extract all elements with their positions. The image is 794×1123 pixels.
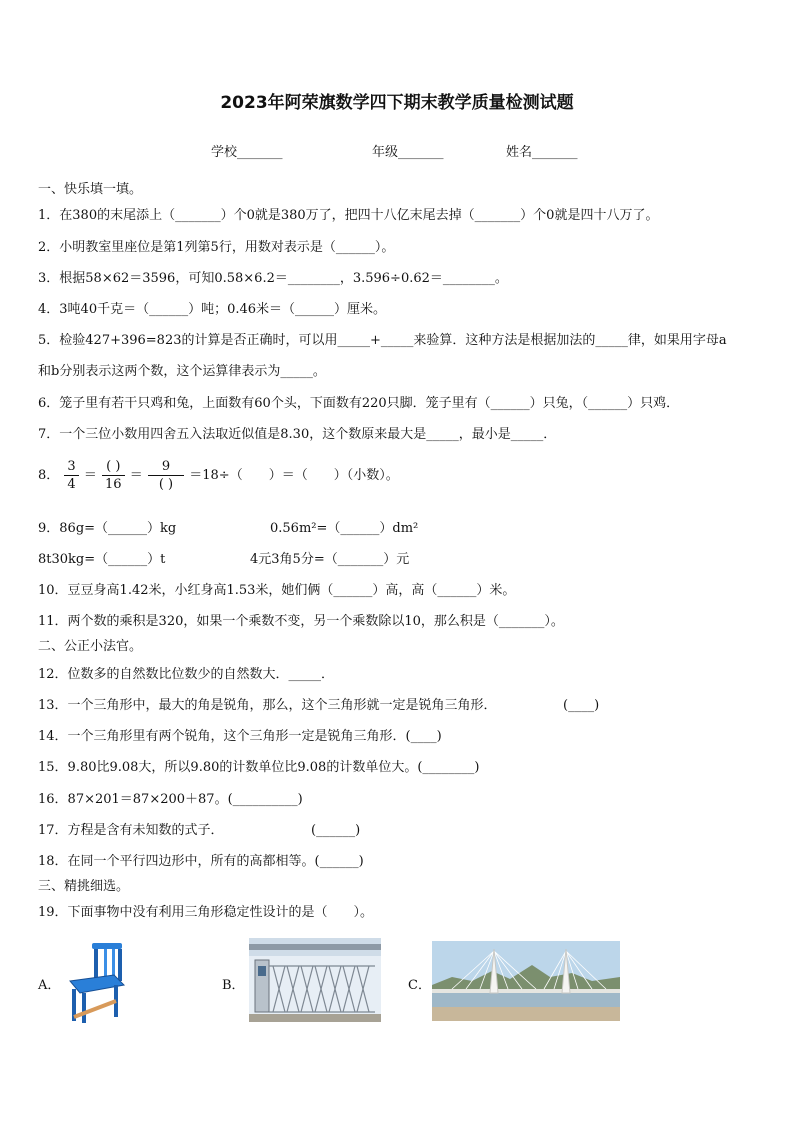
cable-bridge-image xyxy=(432,941,620,1021)
question-12: 12．位数多的自然数比位数少的自然数大．_____． xyxy=(38,667,335,682)
question-8 xyxy=(38,458,399,493)
question-16: 16．87×201＝87×200＋87。(__________) xyxy=(38,792,303,807)
question-18: 18．在同一个平行四边形中，所有的高都相等。(______) xyxy=(38,854,364,869)
chair-image xyxy=(62,941,132,1025)
grade-field: 年级_______ xyxy=(372,145,444,160)
chair-backrest-top xyxy=(92,943,122,949)
name-field: 姓名_______ xyxy=(506,145,578,160)
question-19: 19．下面事物中没有利用三角形稳定性设计的是（ ）。 xyxy=(38,905,374,920)
fraction-blank-over-16: $\frac{( )}{16}$ xyxy=(102,458,125,493)
bridge-deck xyxy=(432,989,620,993)
question-1: 1．在380的末尾添上（_______）个0就是380万了，把四十八亿末尾去掉（_______）个0就是四十八万了。 xyxy=(38,208,659,223)
question-17: 17．方程是含有未知数的式子． xyxy=(38,823,224,838)
question-8-label: 8． xyxy=(38,468,60,483)
equals-sign: ＝ xyxy=(83,468,97,483)
option-b-label: B． xyxy=(222,978,245,993)
question-17-paren: (______) xyxy=(311,823,361,838)
chair-back-post xyxy=(94,949,98,979)
section-heading-3: 三、精挑细选。 xyxy=(38,879,130,894)
section-heading-2: 二、公正小法官。 xyxy=(38,639,143,654)
question-4: 4．3吨40千克＝（______）吨；0.46米＝（______）厘米。 xyxy=(38,302,387,317)
question-9b-left: 8t30kg=（______）t xyxy=(38,552,166,567)
question-5-line-2: 和b分别表示这两个数，这个运算律表示为_____。 xyxy=(38,364,326,379)
question-11: 11．两个数的乘积是320，如果一个乘数不变，另一个乘数除以10，那么积是（_______）。 xyxy=(38,614,564,629)
question-7: 7．一个三位小数用四舍五入法取近似值是8.30，这个数原来最大是_____，最小是_____． xyxy=(38,427,557,442)
school-field: 学校_______ xyxy=(211,145,283,160)
question-3: 3．根据58×62＝3596，可知0.58×6.2＝________，3.596÷0.62＝________。 xyxy=(38,271,508,286)
question-14: 14．一个三角形里有两个锐角，这个三角形一定是锐角三角形．(____) xyxy=(38,729,442,744)
option-c-label: C． xyxy=(408,978,431,993)
option-a-label: A． xyxy=(38,978,61,993)
question-13: 13．一个三角形中，最大的角是锐角，那么，这个三角形就一定是锐角三角形． xyxy=(38,698,497,713)
question-6: 6．笼子里有若干只鸡和兔，上面数有60个头，下面数有220只脚．笼子里有（______）只兔，（______）只鸡． xyxy=(38,396,680,411)
question-15: 15．9.80比9.08大，所以9.80的计数单位比9.08的计数单位大。(________) xyxy=(38,760,480,775)
question-9b-right: 4元3角5分=（_______）元 xyxy=(250,552,410,567)
chair-back-slat xyxy=(112,949,115,977)
gate-overpass xyxy=(249,944,381,950)
chair-brace xyxy=(74,1001,116,1017)
page-title: 2023年阿荣旗数学四下期末教学质量检测试题 xyxy=(220,93,574,113)
bridge-shore xyxy=(432,1007,620,1021)
question-10: 10．豆豆身高1.42米，小红身高1.53米，她们俩（______）高，高（______）米。 xyxy=(38,583,516,598)
fraction-9-over-blank: $\frac{9}{( )}$ xyxy=(148,458,184,493)
chair-leg xyxy=(82,993,86,1023)
question-5-line-1: 5．检验427+396=823的计算是否正确时，可以用_____+_____来验算．这种方法是根据加法的_____律，如果用字母a xyxy=(38,333,727,348)
chair-back-post xyxy=(118,949,122,981)
gate-ground xyxy=(249,1014,381,1022)
question-9a-right: 0.56m²=（______）dm² xyxy=(270,521,419,536)
fraction-three-quarters: $\frac{3}{4}$ xyxy=(64,458,78,493)
equals-sign: ＝ xyxy=(129,468,143,483)
question-8-tail: ＝18÷（ ）＝（ ）（小数）。 xyxy=(189,468,399,483)
question-13-paren: (____) xyxy=(563,698,600,713)
question-2: 2．小明教室里座位是第1列第5行，用数对表示是（______）。 xyxy=(38,240,395,255)
chair-back-slat xyxy=(104,949,107,977)
section-heading-1: 一、快乐填一填。 xyxy=(38,182,143,197)
folding-gate-image xyxy=(249,938,381,1022)
question-9a-left: 9．86g=（______）kg xyxy=(38,521,177,536)
gate-panel xyxy=(258,966,266,976)
